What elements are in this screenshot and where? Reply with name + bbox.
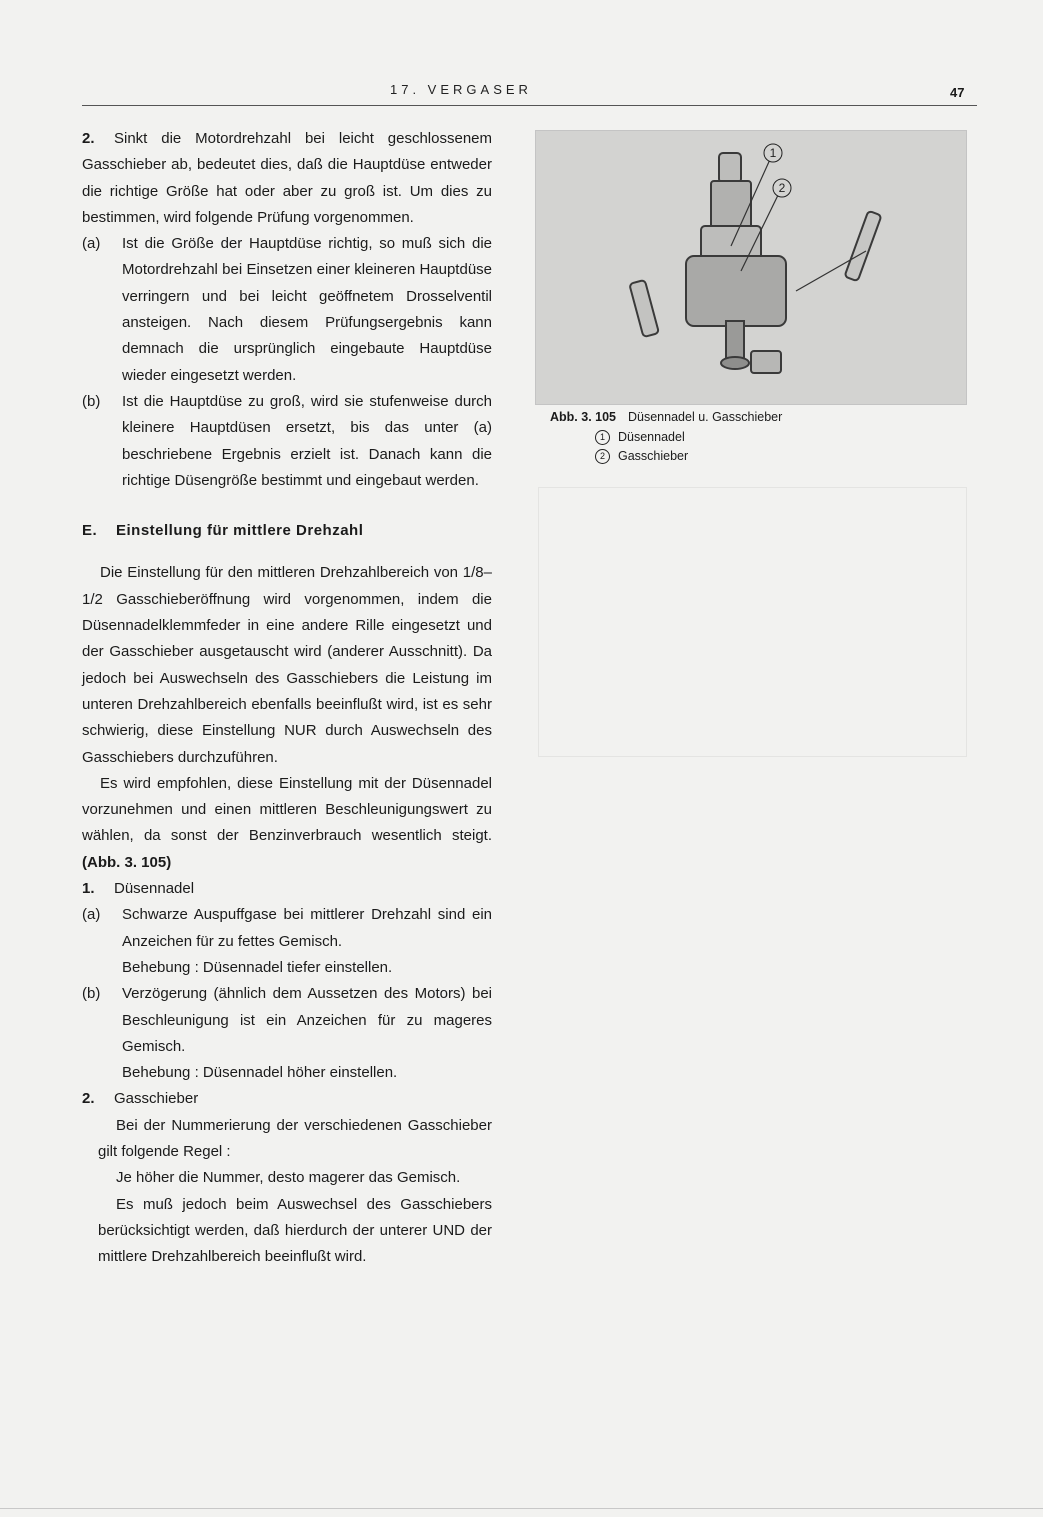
header-divider — [82, 105, 977, 106]
item-title: Düsennadel — [114, 880, 195, 898]
section-paragraph-2 — [82, 771, 492, 876]
page-number: 47 — [950, 85, 965, 100]
item-2b-heading — [82, 1086, 492, 1112]
figure-caption — [550, 408, 782, 467]
section-heading-e — [82, 518, 492, 544]
bottom-edge — [0, 1508, 1043, 1509]
sub-text: Verzögerung (ähnlich dem Aussetzen des Motors) bei Beschleunigung ist ein Anzeichen für zu mageres Gemisch. — [122, 985, 492, 1055]
item-2b-paragraph-1: Bei der Nummerierung der verschiedenen Gasschieber gilt folgende Regel : — [98, 1116, 492, 1160]
caption-title-line — [550, 408, 782, 428]
legend-number: 1 — [595, 430, 610, 445]
section-title: Einstellung für mittlere Drehzahl — [116, 522, 364, 540]
sub-text: Ist die Hauptdüse zu groß, wird sie stufenweise durch kleinere Hauptdüsen ersetzt, bis das unter (a) beschriebene Ergebnis erzielt ist. Danach kann die richtige Düsengröße bestimmt und eingebaut werden. — [122, 392, 492, 489]
sub-text: Ist die Größe der Hauptdüse richtig, so muß sich die Motordrehzahl bei Einsetzen einer kleineren Hauptdüse verringern und bei leicht geöffnetem Drosselventil ansteigen. Nach diesem Prüfungsergebnis kann demnach die ursprünglich eingebaute Hauptdüse wieder eingesetzt werden. — [122, 235, 492, 384]
sub-text: Schwarze Auspuffgase bei mittlerer Drehzahl sind ein Anzeichen für zu fettes Gemisch. — [122, 906, 492, 950]
item-2b-paragraph-2: Je höher die Nummer, desto magerer das Gemisch. — [116, 1169, 461, 1187]
section-letter: E. — [82, 522, 98, 540]
left-text-column — [82, 126, 492, 1270]
legend-item — [550, 447, 782, 467]
caption-label: Abb. 3. 105 — [550, 410, 616, 424]
item-2b-paragraph-3: Es muß jedoch beim Auswechsel des Gasschiebers berücksichtigt werden, daß hierdurch der unterer UND der mittlere Drehzahlbereich beeinflußt wird. — [98, 1195, 492, 1266]
item-1-heading — [82, 876, 492, 902]
carburetor-photo — [535, 130, 967, 405]
legend-number: 2 — [595, 449, 610, 464]
sub-label: (a) — [82, 906, 101, 924]
carburetor-drawing — [536, 131, 966, 404]
item-1-sub-a — [82, 902, 492, 955]
item-1-sub-b — [82, 981, 492, 1060]
show-through-frame — [538, 487, 967, 757]
item-number: 2. — [82, 1090, 95, 1108]
legend-label: Gasschieber — [618, 449, 689, 463]
callout-1: 1 — [769, 146, 777, 160]
item-1-fix-a: Behebung : Düsennadel tiefer einstellen. — [122, 958, 393, 976]
sub-label: (b) — [82, 985, 101, 1003]
item-title: Gasschieber — [114, 1090, 199, 1108]
item-number: 2. — [82, 130, 95, 147]
sub-item-a — [82, 231, 492, 389]
item-2-paragraph — [82, 126, 492, 231]
section-paragraph-1: Die Einstellung für den mittleren Drehzahlbereich von 1/8–1/2 Gasschieberöffnung wird vorgenommen, indem die Düsennadelklemmfeder in eine andere Rille eingesetzt und der Gasschieber ausgetauscht wird (anderer Ausschnitt). Da jedoch bei Auswechseln des Gasschiebers die Leistung im unteren Drehzahlbereich ebenfalls beeinflußt wird, ist es sehr schwierig, diese Einstellung NUR durch Auswechseln des Gasschiebers durchzuführen. — [82, 564, 492, 766]
callout-2: 2 — [778, 181, 786, 195]
figure-reference: (Abb. 3. 105) — [82, 853, 172, 871]
item-1-fix-b: Behebung : Düsennadel höher einstellen. — [122, 1064, 398, 1082]
legend-label: Düsennadel — [618, 429, 685, 444]
sub-label: (b) — [82, 392, 101, 410]
item-number: 1. — [82, 880, 95, 898]
item-text: Sinkt die Motordrehzahl bei leicht geschlossenem Gasschieber ab, bedeutet dies, daß die Hauptdüse entweder die richtige Größe hat oder aber zu groß ist. Um dies zu bestimmen, wird folgende Prüfung vorgenommen. — [82, 130, 492, 226]
running-header: 17. VERGASER — [390, 82, 532, 97]
legend-item — [550, 428, 782, 448]
paragraph-text: Es wird empfohlen, diese Einstellung mit der Düsennadel vorzunehmen und einen mittleren Beschleunigungswert zu wählen, da sonst der Benzinverbrauch wesentlich steigt. — [82, 774, 492, 845]
caption-title: Düsennadel u. Gasschieber — [628, 410, 783, 424]
sub-item-b — [82, 389, 492, 494]
sub-label: (a) — [82, 235, 101, 253]
